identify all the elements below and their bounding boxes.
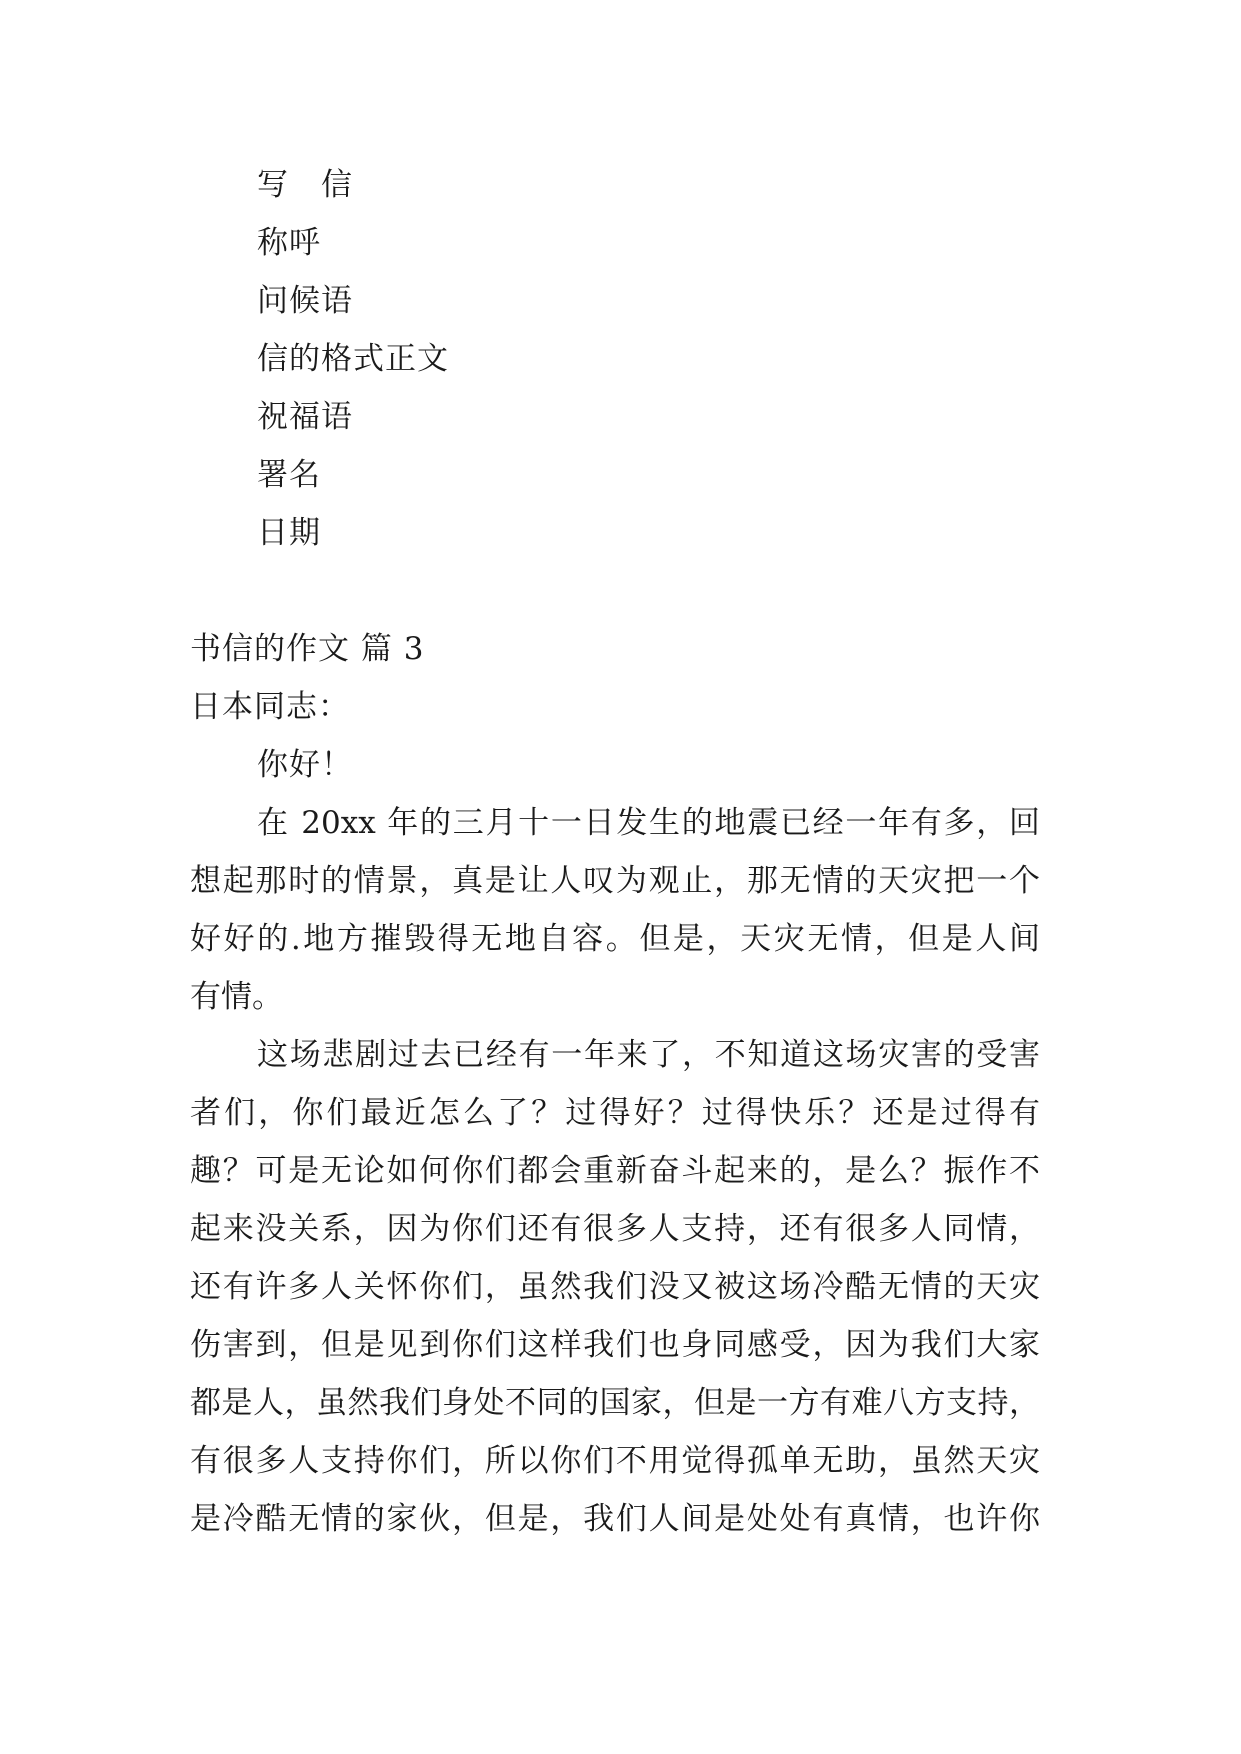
section-heading: 书信的作文 篇 3 bbox=[190, 631, 425, 667]
paragraph1-line: 有情。 bbox=[190, 979, 283, 1015]
paragraph2-line: 是冷酷无情的家伙，但是，我们人间是处处有真情，也许你 bbox=[190, 1501, 1040, 1537]
paragraph2-line: 趣？可是无论如何你们都会重新奋斗起来的，是么？振作不 bbox=[190, 1153, 1040, 1189]
paragraph2-line: 有很多人支持你们，所以你们不用觉得孤单无助，虽然天灾 bbox=[190, 1443, 1040, 1479]
format-item-signature: 署名 bbox=[257, 457, 321, 493]
paragraph2-line: 这场悲剧过去已经有一年来了，不知道这场灾害的受害 bbox=[257, 1037, 1040, 1073]
paragraph1-line: 在 20xx 年的三月十一日发生的地震已经一年有多，回 bbox=[257, 805, 1040, 841]
format-item-date: 日期 bbox=[257, 515, 321, 551]
format-item-greeting: 问候语 bbox=[257, 283, 353, 319]
paragraph2-line: 伤害到，但是见到你们这样我们也身同感受，因为我们大家 bbox=[190, 1327, 1040, 1363]
paragraph1-line: 想起那时的情景，真是让人叹为观止，那无情的天灾把一个 bbox=[190, 863, 1040, 899]
paragraph2-line: 者们，你们最近怎么了？过得好？过得快乐？还是过得有 bbox=[190, 1095, 1040, 1131]
paragraph1-line: 好好的.地方摧毁得无地自容。但是，天灾无情，但是人间 bbox=[190, 921, 1040, 957]
format-item-salutation: 称呼 bbox=[257, 225, 321, 261]
paragraph2-line: 还有许多人关怀你们，虽然我们没又被这场冷酷无情的天灾 bbox=[190, 1269, 1040, 1305]
paragraph2-line: 都是人，虽然我们身处不同的国家，但是一方有难八方支持， bbox=[190, 1385, 1040, 1421]
letter-greeting: 你好！ bbox=[257, 747, 353, 783]
paragraph2-line: 起来没关系，因为你们还有很多人支持，还有很多人同情， bbox=[190, 1211, 1040, 1247]
format-item-blessing: 祝福语 bbox=[257, 399, 353, 435]
format-item-write-letter: 写 信 bbox=[257, 167, 353, 203]
letter-salutation: 日本同志： bbox=[190, 689, 350, 725]
format-item-body: 信的格式正文 bbox=[257, 341, 449, 377]
